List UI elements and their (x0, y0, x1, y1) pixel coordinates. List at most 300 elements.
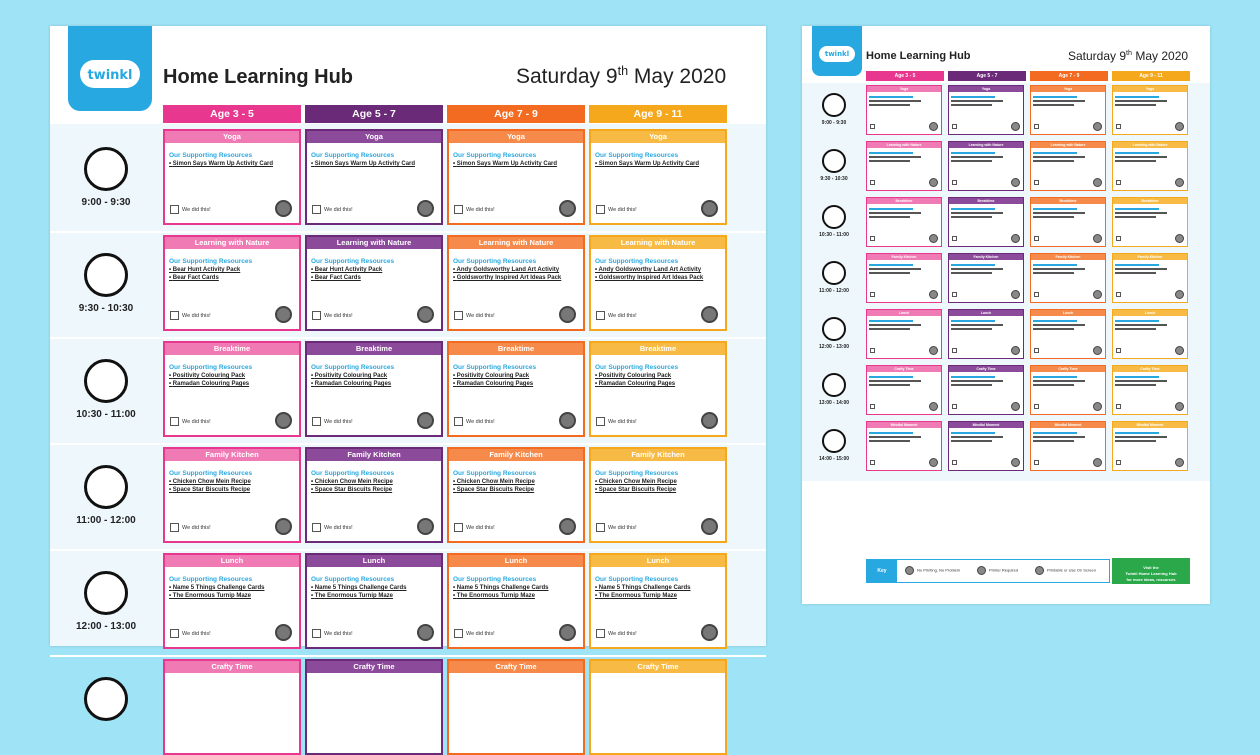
did-this-checkbox[interactable]: We did this! (454, 205, 495, 214)
resource-line (869, 100, 921, 102)
clock-icon (822, 93, 846, 117)
age-header-small: Age 5 - 7 (948, 71, 1026, 81)
resource-line (1115, 160, 1156, 162)
activity-label: Learning with Nature (949, 142, 1023, 148)
checkbox-icon[interactable] (870, 460, 875, 465)
did-this-checkbox[interactable]: We did this! (454, 629, 495, 638)
checkbox-icon (454, 311, 463, 320)
activity-label: Breaktime (867, 198, 941, 204)
resource-link[interactable]: • Ramadan Colouring Pages (595, 381, 676, 387)
did-this-checkbox[interactable]: We did this! (312, 311, 353, 320)
activity-cell-small (948, 141, 1024, 191)
age-header-small: Age 9 - 11 (1112, 71, 1190, 81)
checkbox-icon[interactable] (1034, 348, 1039, 353)
row-divider (50, 337, 766, 339)
resource-type-icon (1175, 122, 1184, 131)
did-this-checkbox[interactable]: We did this! (312, 523, 353, 532)
activity-label: Yoga (591, 131, 725, 143)
activity-cell (305, 659, 443, 755)
resource-line (951, 384, 992, 386)
activity-label: Yoga (949, 86, 1023, 92)
resource-line (869, 104, 910, 106)
resource-line (869, 440, 910, 442)
resource-link[interactable]: • Chicken Chow Mein Recipe (311, 479, 393, 485)
checkbox-icon[interactable] (870, 404, 875, 409)
resource-line (1115, 324, 1167, 326)
resource-link[interactable]: • Space Star Biscuits Recipe (169, 487, 251, 493)
row-divider (50, 655, 766, 657)
resource-line (869, 264, 913, 266)
resource-line (1033, 440, 1074, 442)
resource-type-icon (1175, 290, 1184, 299)
checkbox-icon[interactable] (952, 180, 957, 185)
checkbox-icon[interactable] (952, 348, 957, 353)
resource-line (951, 156, 1003, 158)
checkbox-icon[interactable] (952, 292, 957, 297)
resource-link[interactable]: • Goldsworthy Inspired Art Ideas Pack (453, 275, 562, 281)
resource-line (1115, 436, 1167, 438)
did-this-checkbox[interactable]: We did this! (312, 417, 353, 426)
screen-icon (1035, 566, 1044, 575)
activity-label: Lunch (165, 555, 299, 567)
resource-link[interactable]: • Simon Says Warm Up Activity Card (311, 161, 416, 167)
resources-heading: Our Supporting Resources (453, 470, 537, 477)
clock-icon (822, 317, 846, 341)
age-header: Age 7 - 9 (447, 105, 585, 123)
activity-label: Learning with Nature (449, 237, 583, 249)
resource-line (951, 208, 995, 210)
resources-heading: Our Supporting Resources (311, 576, 395, 583)
checkbox-icon[interactable] (1034, 292, 1039, 297)
activity-cell (163, 659, 301, 755)
checkbox-icon[interactable] (870, 180, 875, 185)
twinkl-logo (68, 26, 152, 111)
resource-type-icon (275, 412, 292, 429)
activity-label: Lunch (949, 310, 1023, 316)
key-label: Key (867, 560, 897, 582)
activity-cell (163, 341, 301, 437)
did-this-checkbox[interactable]: We did this! (170, 417, 211, 426)
activity-cell (305, 341, 443, 437)
time-label: 10:30 - 11:00 (76, 409, 136, 420)
resource-link[interactable]: • Andy Goldsworthy Land Art Activity (595, 267, 702, 273)
time-slot-small (802, 149, 866, 182)
resource-line (951, 100, 1003, 102)
row-divider (50, 443, 766, 445)
did-this-checkbox[interactable]: We did this! (454, 417, 495, 426)
activity-cell (305, 553, 443, 649)
did-this-checkbox[interactable]: We did this! (596, 311, 637, 320)
resource-type-icon (1175, 346, 1184, 355)
resource-line (1033, 152, 1077, 154)
resource-line (869, 328, 910, 330)
activity-label: Crafty Time (1031, 366, 1105, 372)
activity-cell-small (866, 141, 942, 191)
resource-line (869, 268, 921, 270)
key-box (866, 559, 1110, 583)
resource-line (951, 268, 1003, 270)
printer-icon (977, 566, 986, 575)
key-item: Printable or Use On Screen (1035, 566, 1096, 575)
resource-type-icon (417, 624, 434, 641)
age-header-small: Age 7 - 9 (1030, 71, 1108, 81)
time-slot-small (802, 317, 866, 350)
resource-type-icon (929, 122, 938, 131)
activity-cell-small (866, 85, 942, 135)
resource-line (951, 216, 992, 218)
resource-line (1115, 440, 1156, 442)
resources-heading: Our Supporting Resources (311, 258, 395, 265)
time-label: 12:00 - 13:00 (818, 344, 850, 350)
timetable-page-small (802, 26, 1210, 604)
did-this-checkbox[interactable]: We did this! (312, 629, 353, 638)
resource-line (869, 324, 921, 326)
checkbox-icon[interactable] (1034, 124, 1039, 129)
resource-link[interactable]: • Chicken Chow Mein Recipe (595, 479, 677, 485)
checkbox-icon[interactable] (952, 236, 957, 241)
activity-label: Crafty Time (307, 661, 441, 673)
resource-line (1033, 264, 1077, 266)
resource-line (951, 436, 1003, 438)
checkbox-icon (596, 417, 605, 426)
resource-link[interactable]: • Positivity Colouring Pack (311, 373, 388, 379)
resource-line (1033, 436, 1085, 438)
did-this-checkbox[interactable]: We did this! (596, 205, 637, 214)
resource-link[interactable]: • Name 5 Things Challenge Cards (595, 585, 691, 591)
resource-type-icon (417, 412, 434, 429)
activity-cell-small (948, 197, 1024, 247)
checkbox-icon[interactable] (952, 460, 957, 465)
checkbox-icon[interactable] (870, 292, 875, 297)
resource-line (869, 384, 910, 386)
activity-cell (447, 341, 585, 437)
resource-type-icon (1011, 178, 1020, 187)
time-slot-small (802, 261, 866, 294)
activity-label: Family Kitchen (591, 449, 725, 461)
resource-line (1115, 152, 1159, 154)
activity-label: Mindful Moment (949, 422, 1023, 428)
resource-link[interactable]: • Bear Fact Cards (169, 275, 219, 281)
checkbox-icon[interactable] (1116, 236, 1121, 241)
activity-cell (447, 129, 585, 225)
time-slot-small (802, 205, 866, 238)
activity-cell-small (948, 85, 1024, 135)
resource-line (951, 432, 995, 434)
resource-line (1115, 268, 1167, 270)
checkbox-icon[interactable] (1034, 236, 1039, 241)
did-this-checkbox[interactable]: We did this! (454, 311, 495, 320)
resource-line (869, 432, 913, 434)
resource-link[interactable]: • The Enormous Turnip Maze (169, 593, 252, 599)
activity-cell-small (866, 421, 942, 471)
page-date-small: Saturday 9th May 2020 (1068, 48, 1189, 63)
activity-label: Yoga (867, 86, 941, 92)
resource-line (1115, 208, 1159, 210)
activity-label: Mindful Moment (867, 422, 941, 428)
clock-icon (84, 571, 128, 615)
checkbox-icon[interactable] (1116, 124, 1121, 129)
time-label: 9:30 - 10:30 (820, 176, 848, 182)
resource-link[interactable]: • Positivity Colouring Pack (169, 373, 246, 379)
resource-type-icon (559, 306, 576, 323)
resource-type-icon (701, 412, 718, 429)
activity-cell (589, 129, 727, 225)
resource-line (869, 380, 921, 382)
resources-heading: Our Supporting Resources (169, 152, 253, 159)
activity-cell (589, 659, 727, 755)
resource-type-icon (929, 178, 938, 187)
resource-line (1115, 380, 1167, 382)
resource-type-icon (1093, 122, 1102, 131)
page-title: Home Learning Hub (163, 66, 354, 88)
resource-type-icon (1011, 402, 1020, 411)
activity-label: Family Kitchen (1031, 254, 1105, 260)
resource-line (951, 264, 995, 266)
checkbox-icon[interactable] (1034, 460, 1039, 465)
checkbox-icon[interactable] (1116, 404, 1121, 409)
resource-type-icon (1093, 458, 1102, 467)
time-label: 11:00 - 12:00 (76, 515, 136, 526)
resources-heading: Our Supporting Resources (595, 258, 679, 265)
resources-heading: Our Supporting Resources (453, 258, 537, 265)
resources-heading: Our Supporting Resources (453, 152, 537, 159)
key-item: No Printing, No Problem (905, 566, 960, 575)
activity-cell (589, 553, 727, 649)
resource-link[interactable]: • Name 5 Things Challenge Cards (453, 585, 549, 591)
resource-line (951, 380, 1003, 382)
cloud-icon (819, 46, 855, 62)
activity-cell-small (1030, 85, 1106, 135)
resource-type-icon (929, 402, 938, 411)
resource-link[interactable]: • Simon Says Warm Up Activity Card (595, 161, 700, 167)
resource-link[interactable]: • Positivity Colouring Pack (595, 373, 672, 379)
resource-line (951, 324, 1003, 326)
clock-icon (84, 253, 128, 297)
did-this-checkbox[interactable]: We did this! (454, 523, 495, 532)
did-this-checkbox[interactable]: We did this! (596, 523, 637, 532)
activity-label: Family Kitchen (949, 254, 1023, 260)
checkbox-icon[interactable] (870, 236, 875, 241)
checkbox-icon (454, 523, 463, 532)
resource-line (1115, 100, 1167, 102)
resource-link[interactable]: • Name 5 Things Challenge Cards (169, 585, 265, 591)
checkbox-icon[interactable] (952, 124, 957, 129)
checkbox-icon[interactable] (1116, 180, 1121, 185)
resource-link[interactable]: • Positivity Colouring Pack (453, 373, 530, 379)
checkbox-icon[interactable] (1034, 180, 1039, 185)
activity-cell-small (1030, 141, 1106, 191)
activity-cell-small (1030, 253, 1106, 303)
row-divider (50, 549, 766, 551)
resource-type-icon (701, 306, 718, 323)
resource-type-icon (559, 518, 576, 535)
time-slot (50, 677, 162, 727)
resource-link[interactable]: • Bear Hunt Activity Pack (169, 267, 241, 273)
resources-heading: Our Supporting Resources (311, 152, 395, 159)
timetable-page-large (50, 26, 766, 671)
checkbox-icon (312, 523, 321, 532)
resources-heading: Our Supporting Resources (595, 152, 679, 159)
resource-link[interactable]: • The Enormous Turnip Maze (595, 593, 678, 599)
activity-label: Breaktime (449, 343, 583, 355)
resource-line (869, 436, 921, 438)
resource-line (1033, 96, 1077, 98)
resources-heading: Our Supporting Resources (169, 364, 253, 371)
resource-link[interactable]: • Name 5 Things Challenge Cards (311, 585, 407, 591)
resource-line (869, 156, 921, 158)
checkbox-icon[interactable] (1034, 404, 1039, 409)
resource-link[interactable]: • The Enormous Turnip Maze (453, 593, 536, 599)
checkbox-icon[interactable] (870, 348, 875, 353)
resource-line (1115, 376, 1159, 378)
logo-text: twinkl (87, 68, 133, 83)
resource-line (869, 208, 913, 210)
resource-line (951, 104, 992, 106)
resource-type-icon (559, 412, 576, 429)
resource-type-icon (275, 200, 292, 217)
resource-type-icon (275, 624, 292, 641)
resource-link[interactable]: • Goldsworthy Inspired Art Ideas Pack (595, 275, 704, 281)
resources-heading: Our Supporting Resources (453, 364, 537, 371)
resource-type-icon (929, 346, 938, 355)
checkbox-icon[interactable] (1116, 292, 1121, 297)
resource-type-icon (559, 624, 576, 641)
checkbox-icon[interactable] (870, 124, 875, 129)
activity-label: Crafty Time (591, 661, 725, 673)
resource-link[interactable]: • Ramadan Colouring Pages (169, 381, 250, 387)
activity-label: Family Kitchen (449, 449, 583, 461)
checkbox-icon (596, 205, 605, 214)
activity-label: Crafty Time (165, 661, 299, 673)
clock-icon (822, 373, 846, 397)
activity-label: Lunch (867, 310, 941, 316)
activity-label: Learning with Nature (1113, 142, 1187, 148)
checkbox-icon (170, 311, 179, 320)
checkbox-icon[interactable] (1116, 348, 1121, 353)
resource-link[interactable]: • Chicken Chow Mein Recipe (169, 479, 251, 485)
clock-icon (822, 261, 846, 285)
activity-label: Breaktime (949, 198, 1023, 204)
age-header-small: Age 3 - 5 (866, 71, 944, 81)
activity-label: Learning with Nature (867, 142, 941, 148)
resource-link[interactable]: • Space Star Biscuits Recipe (595, 487, 677, 493)
activity-cell-small (948, 421, 1024, 471)
resource-line (1033, 100, 1085, 102)
activity-cell-small (866, 197, 942, 247)
resource-line (1033, 212, 1085, 214)
resource-line (1033, 268, 1085, 270)
resource-line (951, 212, 1003, 214)
time-label: 12:00 - 13:00 (75, 621, 137, 632)
key-item: Printer Required (977, 566, 1018, 575)
resource-line (1115, 216, 1156, 218)
time-label: 10:30 - 11:00 (819, 232, 849, 238)
resource-line (1033, 216, 1074, 218)
resource-line (1033, 380, 1085, 382)
resource-type-icon (701, 518, 718, 535)
time-label: 9:30 - 10:30 (78, 303, 134, 314)
resource-link[interactable]: • The Enormous Turnip Maze (311, 593, 394, 599)
resource-link[interactable]: • Bear Hunt Activity Pack (311, 267, 383, 273)
activity-label: Breaktime (1031, 198, 1105, 204)
activity-label: Lunch (1031, 310, 1105, 316)
activity-cell-small (1112, 421, 1188, 471)
activity-label: Crafty Time (1113, 366, 1187, 372)
time-slot-small (802, 373, 866, 406)
activity-cell-small (866, 253, 942, 303)
checkbox-icon (312, 629, 321, 638)
checkbox-icon[interactable] (1116, 460, 1121, 465)
did-this-checkbox[interactable]: We did this! (170, 205, 211, 214)
activity-cell-small (1112, 365, 1188, 415)
activity-label: Yoga (1031, 86, 1105, 92)
activity-label: Lunch (449, 555, 583, 567)
time-slot (50, 571, 162, 632)
did-this-checkbox[interactable]: We did this! (170, 523, 211, 532)
resource-line (1115, 264, 1159, 266)
resource-link[interactable]: • Bear Fact Cards (311, 275, 361, 281)
resource-type-icon (417, 518, 434, 535)
resources-heading: Our Supporting Resources (169, 470, 253, 477)
resource-line (1033, 376, 1077, 378)
time-slot (50, 359, 162, 420)
resource-link[interactable]: • Ramadan Colouring Pages (453, 381, 534, 387)
page-title-small: Home Learning Hub (866, 50, 971, 62)
resource-link[interactable]: • Chicken Chow Mein Recipe (453, 479, 535, 485)
activity-cell-small (948, 365, 1024, 415)
did-this-checkbox[interactable]: We did this! (170, 629, 211, 638)
activity-label: Family Kitchen (1113, 254, 1187, 260)
activity-label: Yoga (307, 131, 441, 143)
activity-cell (447, 553, 585, 649)
resource-link[interactable]: • Andy Goldsworthy Land Art Activity (453, 267, 560, 273)
resource-line (1115, 212, 1167, 214)
activity-cell (589, 341, 727, 437)
activity-label: Learning with Nature (591, 237, 725, 249)
resource-line (1033, 432, 1077, 434)
time-slot-small (802, 93, 866, 126)
checkbox-icon (596, 311, 605, 320)
resource-type-icon (1093, 178, 1102, 187)
resource-link[interactable]: • Space Star Biscuits Recipe (453, 487, 535, 493)
activity-label: Crafty Time (449, 661, 583, 673)
resource-type-icon (1093, 290, 1102, 299)
resource-link[interactable]: • Space Star Biscuits Recipe (311, 487, 393, 493)
visit-hub-link[interactable]: Visit the Twinkl Home Learning Hub for more ideas, resources (1112, 558, 1190, 584)
age-header: Age 5 - 7 (305, 105, 443, 123)
resource-line (1033, 384, 1074, 386)
checkbox-icon[interactable] (952, 404, 957, 409)
did-this-checkbox[interactable]: We did this! (170, 311, 211, 320)
did-this-checkbox[interactable]: We did this! (596, 629, 637, 638)
resource-line (1033, 324, 1085, 326)
activity-cell-small (1030, 309, 1106, 359)
resource-line (1115, 104, 1156, 106)
did-this-checkbox[interactable]: We did this! (312, 205, 353, 214)
did-this-checkbox[interactable]: We did this! (596, 417, 637, 426)
checkbox-icon (596, 629, 605, 638)
activity-label: Yoga (1113, 86, 1187, 92)
resource-link[interactable]: • Ramadan Colouring Pages (311, 381, 392, 387)
resource-line (1115, 432, 1159, 434)
resources-heading: Our Supporting Resources (311, 470, 395, 477)
resource-type-icon (929, 458, 938, 467)
resource-type-icon (1011, 458, 1020, 467)
resource-link[interactable]: • Simon Says Warm Up Activity Card (169, 161, 274, 167)
activity-cell (163, 235, 301, 331)
resource-link[interactable]: • Simon Says Warm Up Activity Card (453, 161, 558, 167)
resources-heading: Our Supporting Resources (595, 470, 679, 477)
